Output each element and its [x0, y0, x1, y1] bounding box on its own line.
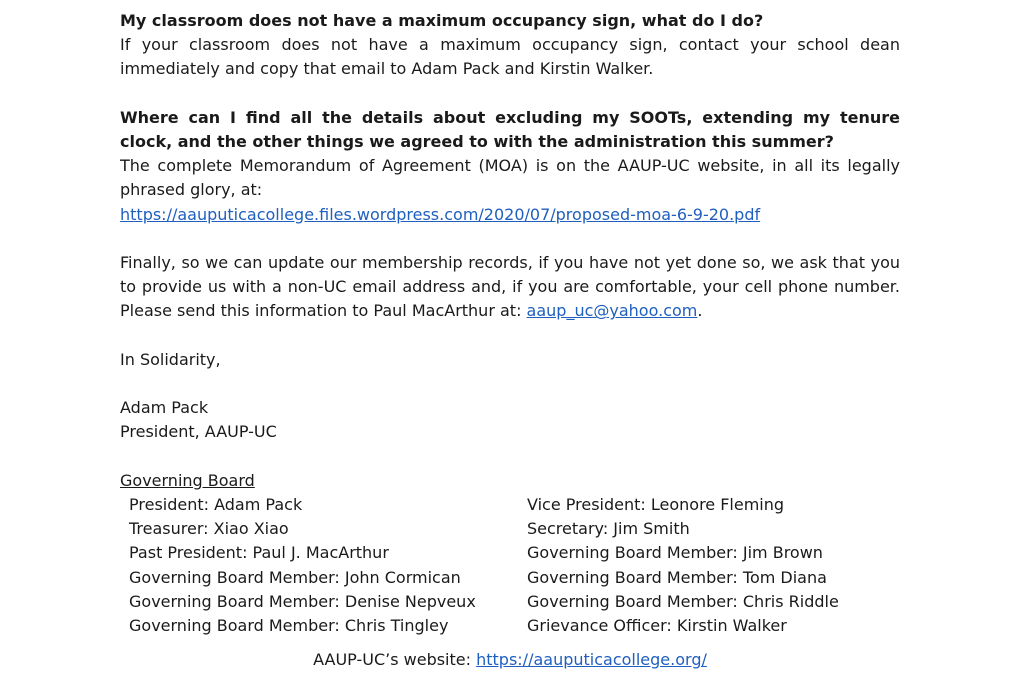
closing-period: . [697, 301, 703, 321]
website-footer [0, 648, 1020, 672]
signature-name: Adam Pack [120, 398, 209, 418]
spacer [120, 82, 900, 106]
signoff: In Solidarity, [120, 349, 221, 369]
board-member: Governing Board Member: Denise Nepveux [129, 591, 476, 611]
moa-link[interactable]: https://aauputicacollege.files.wordpress.com/2020/07/proposed-moa-6-9-20.pdf [120, 204, 761, 224]
board-member: President: Adam Pack [129, 494, 303, 514]
spacer [120, 445, 900, 469]
spacer [120, 324, 900, 348]
faq-answer-moa: The complete Memorandum of Agreement (MOA) is on the AAUP-UC website, in all its legally phrased glory, at: [120, 156, 900, 200]
board-member: Secretary: Jim Smith [527, 519, 690, 539]
board-member: Vice President: Leonore Fleming [527, 494, 785, 514]
closing-paragraph [120, 251, 900, 324]
board-member: Governing Board Member: Jim Brown [527, 543, 823, 563]
spacer [120, 372, 900, 396]
spacer [120, 227, 900, 251]
board-member: Governing Board Member: John Cormican [129, 567, 461, 587]
board-member: Grievance Officer: Kirstin Walker [527, 616, 787, 635]
website-link[interactable]: https://aauputicacollege.org/ [476, 650, 707, 669]
moa-link-line [120, 203, 900, 227]
board-member: Governing Board Member: Chris Tingley [129, 616, 449, 635]
faq-question-occupancy: My classroom does not have a maximum occupancy sign, what do I do? [120, 11, 764, 30]
faq-question-moa: Where can I find all the details about excluding my SOOTs, extending my tenure clock, and the other things we agreed to with the administration this summer? [120, 107, 900, 151]
closing-text: Finally, so we can update our membership records, if you have not yet done so, we ask that you to provide us with a non-UC email address and, if you are comfortable, your cell phone number. Please send this information to Paul MacArthur at: [120, 253, 900, 321]
faq-answer-occupancy: If your classroom does not have a maximum occupancy sign, contact your school dean immediately and copy that email to Adam Pack and Kirstin Walker. [120, 35, 900, 79]
board-member: Treasurer: Xiao Xiao [129, 519, 289, 539]
board-member: Governing Board Member: Tom Diana [527, 567, 827, 587]
contact-email-link[interactable]: aaup_uc@yahoo.com [526, 301, 698, 321]
board-member: Governing Board Member: Chris Riddle [527, 591, 839, 611]
website-label: AAUP-UC’s website: [313, 650, 472, 669]
document-body [120, 9, 900, 638]
signature-title: President, AAUP-UC [120, 422, 277, 442]
board-member: Past President: Paul J. MacArthur [129, 543, 389, 563]
board-title: Governing Board [120, 470, 255, 490]
board-list [120, 493, 900, 638]
